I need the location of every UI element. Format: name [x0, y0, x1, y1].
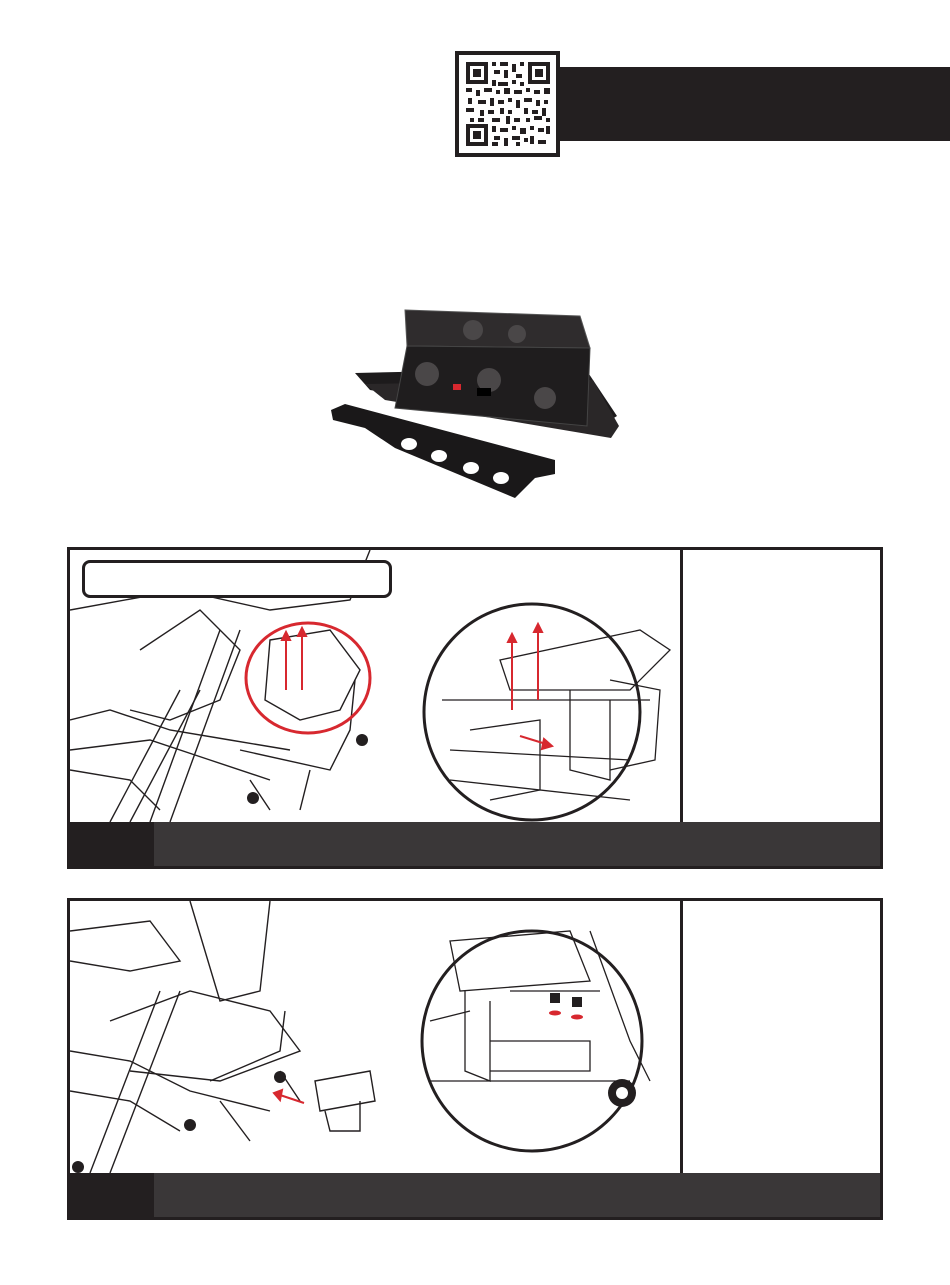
title-bar: [560, 67, 950, 141]
qr-code-icon: [464, 60, 552, 148]
step-2-footer: [70, 1173, 880, 1217]
step-1-number-cell: [70, 822, 154, 866]
step-2-panel: [67, 898, 883, 1220]
step-2-side-panel: [680, 901, 880, 1173]
step-2-number-cell: [70, 1173, 154, 1217]
step-1-note: [82, 560, 392, 598]
step-1-footer: [70, 822, 880, 866]
product-image: [325, 298, 635, 513]
highlight-circle: [246, 623, 370, 733]
red-indicator: [453, 384, 461, 390]
qr-code[interactable]: [455, 51, 560, 157]
step-2-illustration: [70, 901, 682, 1173]
step-1-side-panel: [680, 550, 880, 822]
box-top: [405, 310, 590, 348]
step-1-panel: [67, 547, 883, 869]
